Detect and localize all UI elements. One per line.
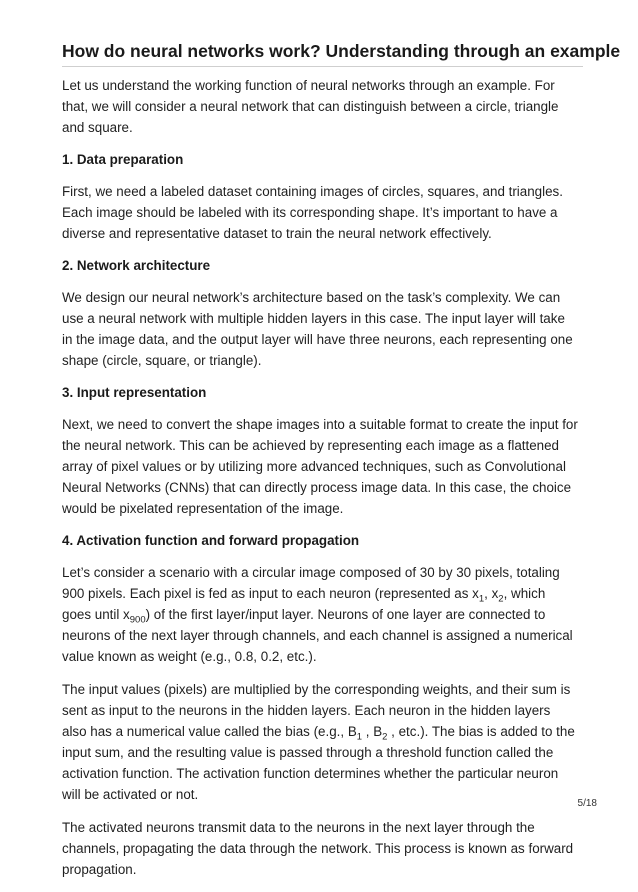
- section-paragraph-activation-2: [62, 679, 578, 805]
- subscript: 2: [382, 731, 388, 743]
- text-run: ) of the first layer/input layer. Neurons of one layer are connected to neurons of the next layer through channels, and each channel is assigned a numerical value known as weight (e.g., 0.8, 0.2, etc.).: [62, 607, 573, 664]
- text-run: , etc.). The bias is added to the input sum, and the resulting value is passed through a threshold function called the activation function. The activation function determines whether the particular neuron will be activated or not.: [62, 724, 575, 802]
- section-heading-input-representation: 3. Input representation: [62, 385, 207, 400]
- intro-paragraph: Let us understand the working function of neural networks through an example. For that, we will consider a neural network that can distinguish between a circle, triangle and square.: [62, 78, 559, 135]
- text-run: The input values (pixels) are multiplied by the corresponding weights, and their sum is sent as input to the neurons in the hidden layers. Each neuron in the hidden layers also has a numerical value called the bias (e.g., B: [62, 682, 571, 739]
- text-run: , B: [362, 724, 383, 739]
- section-paragraph-network-architecture: We design our neural network’s architecture based on the task’s complexity. We can use a neural network with multiple hidden layers in this case. The input layer will take in the image data, and the output layer will have three neurons, each representing one shape (circle, square, or triangle).: [62, 290, 573, 368]
- subscript: 1: [478, 593, 485, 605]
- page-number: 5/18: [577, 798, 597, 809]
- section-paragraph-activation-1: [62, 562, 578, 667]
- text-run: , x: [484, 586, 499, 601]
- subscript: 2: [498, 593, 504, 605]
- section-paragraph-activation-3: The activated neurons transmit data to the neurons in the next layer through the channels, propagating the data through the network. This process is known as forward propagation.: [62, 820, 574, 877]
- subscript: 1: [356, 731, 363, 743]
- text-run: Let’s consider a scenario with a circular image composed of 30 by 30 pixels, totaling 900 pixels. Each pixel is fed as input to each neuron (represented as x: [62, 565, 560, 601]
- subscript: 900: [129, 614, 146, 626]
- page-title: How do neural networks work? Understanding through an example: [62, 41, 621, 61]
- title-divider: [62, 66, 583, 67]
- text-run: , which goes until x: [62, 586, 546, 622]
- section-paragraph-input-representation: Next, we need to convert the shape images into a suitable format to create the input for the neural network. This can be achieved by representing each image as a flattened array of pixel values or by utilizing more advanced techniques, such as Convolutional Neural Networks (CNNs) that can directly process image data. In this case, the choice would be pixelated representation of the image.: [62, 417, 578, 516]
- section-heading-data-preparation: 1. Data preparation: [62, 152, 184, 167]
- section-heading-activation-function: 4. Activation function and forward propagation: [62, 533, 360, 548]
- section-paragraph-data-preparation: First, we need a labeled dataset containing images of circles, squares, and triangles. Each image should be labeled with its corresponding shape. It’s important to have a diverse and representative dataset to train the neural network effectively.: [62, 184, 563, 241]
- section-heading-network-architecture: 2. Network architecture: [62, 258, 211, 273]
